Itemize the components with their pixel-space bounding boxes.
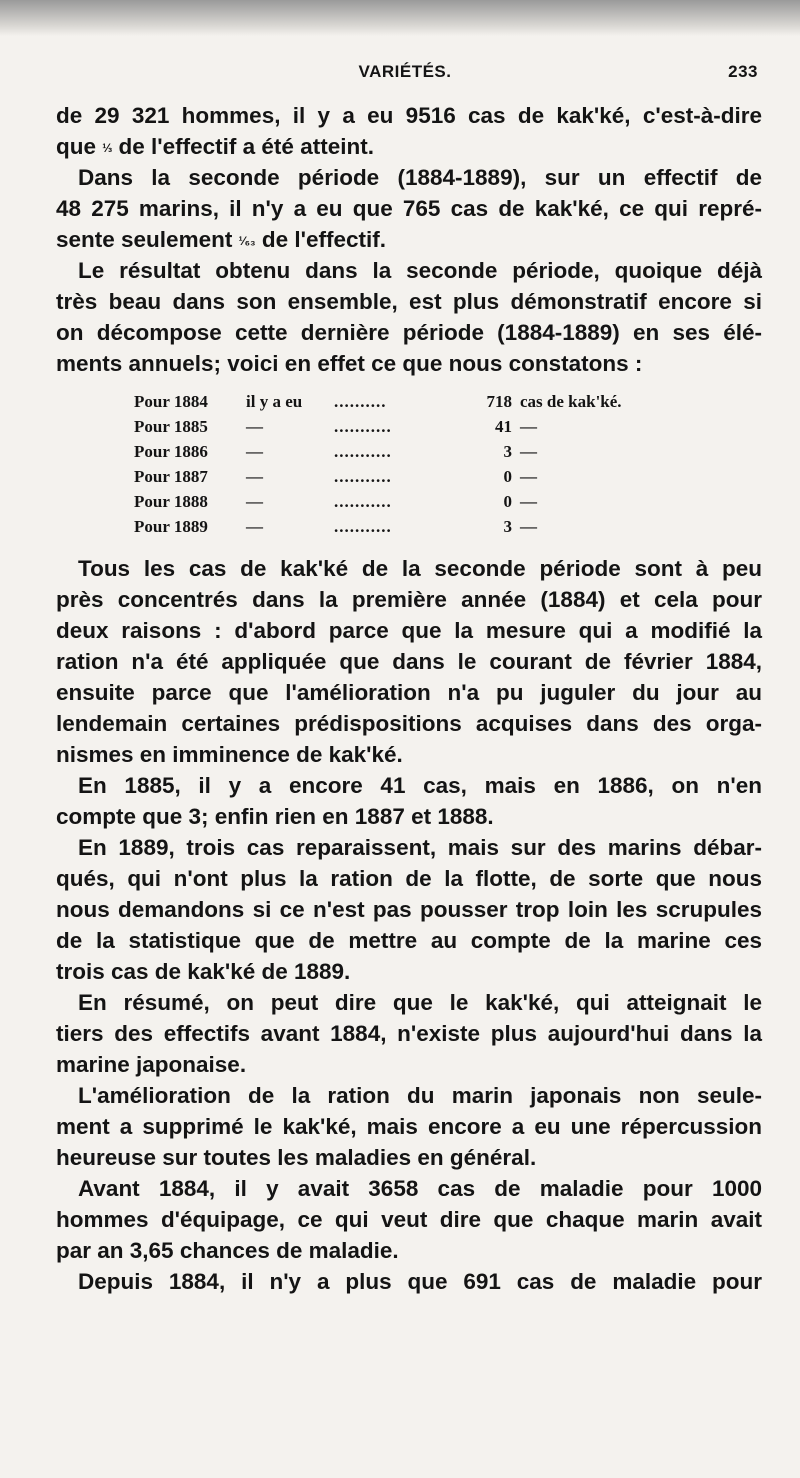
row-label: Pour 1889: [134, 517, 208, 536]
text-line: par an 3,65 chances de maladie.: [56, 1238, 399, 1263]
paragraph-4: [56, 553, 762, 770]
row-value: 3: [503, 442, 512, 461]
row-label: Pour 1885: [134, 417, 208, 436]
text-line: [56, 131, 762, 162]
paragraph-7: [56, 987, 762, 1080]
row-mid: —: [246, 467, 263, 486]
row-leader: ...........: [334, 467, 392, 486]
text-line: heureuse sur toutes les maladies en général.: [56, 1145, 537, 1170]
row-suffix: —: [520, 492, 537, 511]
row-mid: —: [246, 442, 263, 461]
text-line: on décompose cette dernière période (1884-1889) en ses élé-: [56, 320, 762, 345]
text-line: En 1889, trois cas reparaissent, mais sur des marins débar-: [78, 835, 762, 860]
text-line: ration n'a été appliquée que dans le courant de février 1884,: [56, 649, 762, 674]
row-value: 3: [503, 517, 512, 536]
text-line: tiers des effectifs avant 1884, n'existe plus aujourd'hui dans la: [56, 1021, 762, 1046]
fraction: ⅓: [102, 141, 113, 155]
table-row: [134, 389, 674, 414]
row-label: Pour 1888: [134, 492, 208, 511]
text-line: 48 275 marins, il n'y a eu que 765 cas de kak'ké, ce qui repré-: [56, 196, 762, 221]
row-leader: ..........: [334, 392, 387, 411]
running-title: VARIÉTÉS.: [358, 62, 452, 81]
text-line: [56, 224, 762, 255]
text-run: de l'effectif.: [255, 227, 386, 252]
paragraph-9: [56, 1173, 762, 1266]
page-number: 233: [728, 62, 758, 81]
text-line: compte que 3; enfin rien en 1887 et 1888.: [56, 804, 494, 829]
row-mid: —: [246, 517, 263, 536]
text-line: de la statistique que de mettre au compte de la marine ces: [56, 928, 762, 953]
text-run: que: [56, 134, 103, 159]
row-suffix: —: [520, 417, 537, 436]
row-leader: ...........: [334, 492, 392, 511]
paragraph-10: [56, 1266, 762, 1297]
row-label: Pour 1884: [134, 392, 208, 411]
text-line: très beau dans son ensemble, est plus démonstratif encore si: [56, 289, 762, 314]
text-line: L'amélioration de la ration du marin japonais non seule-: [78, 1083, 762, 1108]
text-line: nismes en imminence de kak'ké.: [56, 742, 403, 767]
table-row: [134, 489, 674, 514]
text-line: En résumé, on peut dire que le kak'ké, qui atteignait le: [78, 990, 762, 1015]
table-row: [134, 414, 674, 439]
text-line: deux raisons : d'abord parce que la mesure qui a modifié la: [56, 618, 762, 643]
text-line: lendemain certaines prédispositions acquises dans des orga-: [56, 711, 762, 736]
text-line: Dans la seconde période (1884-1889), sur un effectif de: [78, 165, 762, 190]
text-line: ments annuels; voici en effet ce que nous constatons :: [56, 351, 643, 376]
row-mid: il y a eu: [246, 392, 303, 411]
row-mid: —: [246, 417, 263, 436]
text-line: Tous les cas de kak'ké de la seconde période sont à peu: [78, 556, 762, 581]
table-row: [134, 514, 674, 539]
row-value: 0: [503, 467, 512, 486]
row-leader: ...........: [334, 417, 392, 436]
text-line: qués, qui n'ont plus la ration de la flotte, de sorte que nous: [56, 866, 762, 891]
text-line: hommes d'équipage, ce qui veut dire que chaque marin avait: [56, 1207, 762, 1232]
paragraph-6: [56, 832, 762, 987]
paragraph-3: [56, 255, 762, 379]
paragraph-2: [56, 162, 762, 255]
page-body: [56, 100, 762, 1297]
text-line: de 29 321 hommes, il y a eu 9516 cas de kak'ké, c'est-à-dire: [56, 103, 762, 128]
text-run: sente seulement: [56, 227, 239, 252]
fraction: ¹⁄₆₃: [238, 234, 256, 248]
row-suffix: cas de kak'ké.: [520, 392, 622, 411]
row-value: 0: [503, 492, 512, 511]
text-line: trois cas de kak'ké de 1889.: [56, 959, 351, 984]
row-leader: ...........: [334, 442, 392, 461]
paragraph-5: [56, 770, 762, 832]
text-run: de l'effectif a été atteint.: [112, 134, 374, 159]
paragraph-1: [56, 100, 762, 162]
row-value: 718: [486, 392, 512, 411]
table-row: [134, 439, 674, 464]
text-line: nous demandons si ce n'est pas pousser trop loin les scrupules: [56, 897, 762, 922]
row-suffix: —: [520, 467, 537, 486]
text-line: près concentrés dans la première année (1884) et cela pour: [56, 587, 762, 612]
row-suffix: —: [520, 442, 537, 461]
text-line: Depuis 1884, il n'y a plus que 691 cas de maladie pour: [78, 1269, 762, 1294]
text-line: ensuite parce que l'amélioration n'a pu juguler du jour au: [56, 680, 762, 705]
text-line: En 1885, il y a encore 41 cas, mais en 1886, on n'en: [78, 773, 762, 798]
table-row: [134, 464, 674, 489]
text-line: Avant 1884, il y avait 3658 cas de maladie pour 1000: [78, 1176, 762, 1201]
row-suffix: —: [520, 517, 537, 536]
text-line: Le résultat obtenu dans la seconde période, quoique déjà: [78, 258, 762, 283]
text-line: ment a supprimé le kak'ké, mais encore a eu une répercussion: [56, 1114, 762, 1139]
row-mid: —: [246, 492, 263, 511]
row-label: Pour 1886: [134, 442, 208, 461]
paragraph-8: [56, 1080, 762, 1173]
row-value: 41: [495, 417, 512, 436]
row-leader: ...........: [334, 517, 392, 536]
cases-table: [134, 389, 674, 539]
row-label: Pour 1887: [134, 467, 208, 486]
text-line: marine japonaise.: [56, 1052, 247, 1077]
running-header: [52, 62, 758, 92]
